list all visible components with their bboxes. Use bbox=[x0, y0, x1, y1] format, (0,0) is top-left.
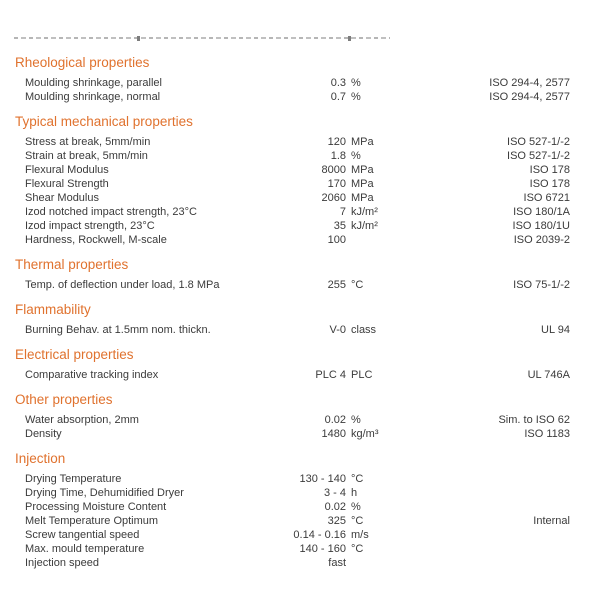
section-mechanical bbox=[0, 114, 600, 247]
property-row bbox=[25, 177, 570, 191]
property-label: Drying Time, Dehumidified Dryer bbox=[25, 487, 184, 499]
property-row bbox=[25, 514, 570, 528]
property-label: Strain at break, 5mm/min bbox=[25, 150, 148, 162]
property-label: Hardness, Rockwell, M-scale bbox=[25, 234, 167, 246]
property-row bbox=[25, 500, 570, 514]
property-label: Moulding shrinkage, parallel bbox=[25, 77, 162, 89]
property-value: 130 - 140 bbox=[299, 473, 346, 485]
property-row bbox=[25, 233, 570, 247]
property-label: Density bbox=[25, 428, 62, 440]
property-row bbox=[25, 163, 570, 177]
section-electrical bbox=[0, 347, 600, 382]
property-standard bbox=[411, 486, 570, 500]
property-standard: ISO 6721 bbox=[523, 192, 570, 204]
property-unit: kg/m³ bbox=[351, 428, 379, 440]
property-unit bbox=[346, 233, 411, 247]
section-heading: Injection bbox=[15, 451, 66, 466]
property-row bbox=[25, 472, 570, 486]
property-value: 2060 bbox=[321, 192, 346, 204]
property-label: Burning Behav. at 1.5mm nom. thickn. bbox=[25, 324, 211, 336]
property-unit: % bbox=[351, 91, 361, 103]
property-unit: % bbox=[351, 150, 361, 162]
property-label: Moulding shrinkage, normal bbox=[25, 91, 161, 103]
property-unit: kJ/m² bbox=[351, 206, 378, 218]
property-standard: UL 746A bbox=[527, 369, 570, 381]
property-standard: ISO 180/1A bbox=[513, 206, 570, 218]
property-unit: °C bbox=[351, 473, 364, 485]
property-value: 100 bbox=[327, 234, 346, 246]
property-unit: °C bbox=[351, 543, 364, 555]
section-heading: Rheological properties bbox=[15, 55, 150, 70]
section-rheological bbox=[0, 55, 600, 104]
property-value: 120 bbox=[327, 136, 346, 148]
section-heading: Thermal properties bbox=[15, 257, 129, 272]
property-value: V-0 bbox=[329, 324, 346, 336]
property-unit: % bbox=[351, 414, 361, 426]
clipped-text-dashes bbox=[14, 37, 390, 39]
property-label: Melt Temperature Optimum bbox=[25, 515, 159, 527]
property-standard: ISO 178 bbox=[529, 178, 570, 190]
property-value: 170 bbox=[327, 178, 346, 190]
property-label: Izod notched impact strength, 23°C bbox=[25, 206, 197, 218]
property-label: Processing Moisture Content bbox=[25, 501, 167, 513]
section-other bbox=[0, 392, 600, 441]
property-value: fast bbox=[328, 557, 346, 569]
property-unit: MPa bbox=[351, 192, 374, 204]
property-row bbox=[25, 323, 570, 337]
section-heading: Typical mechanical properties bbox=[15, 114, 193, 129]
property-standard: ISO 294-4, 2577 bbox=[489, 77, 570, 89]
clipped-text-descender bbox=[137, 36, 140, 41]
section-heading: Electrical properties bbox=[15, 347, 134, 362]
property-unit: % bbox=[351, 501, 361, 513]
section-rows bbox=[25, 278, 570, 292]
clipped-text-descender bbox=[348, 36, 351, 41]
property-row bbox=[25, 135, 570, 149]
property-value: 0.14 - 0.16 bbox=[293, 529, 346, 541]
property-value: 3 - 4 bbox=[323, 487, 346, 499]
property-unit: h bbox=[351, 487, 358, 499]
property-unit: MPa bbox=[351, 164, 374, 176]
section-thermal bbox=[0, 257, 600, 292]
property-row bbox=[25, 90, 570, 104]
property-standard: Internal bbox=[533, 515, 570, 527]
property-unit: °C bbox=[351, 515, 364, 527]
property-standard: ISO 2039-2 bbox=[513, 234, 570, 246]
section-rows bbox=[25, 413, 570, 441]
property-standard: ISO 294-4, 2577 bbox=[489, 91, 570, 103]
property-row bbox=[25, 542, 570, 556]
property-unit: PLC bbox=[351, 369, 373, 381]
property-standard: ISO 178 bbox=[529, 164, 570, 176]
property-label: Injection speed bbox=[25, 557, 99, 569]
property-value: 1480 bbox=[321, 428, 346, 440]
section-rows bbox=[25, 368, 570, 382]
property-row bbox=[25, 149, 570, 163]
property-standard: ISO 75-1/-2 bbox=[513, 279, 570, 291]
property-row bbox=[25, 368, 570, 382]
property-unit: kJ/m² bbox=[351, 220, 378, 232]
clipped-text-line bbox=[14, 36, 390, 41]
section-heading: Other properties bbox=[15, 392, 113, 407]
property-label: Max. mould temperature bbox=[25, 543, 145, 555]
property-standard: ISO 527-1/-2 bbox=[507, 150, 570, 162]
property-standard bbox=[411, 556, 570, 570]
property-unit: class bbox=[351, 324, 377, 336]
property-row bbox=[25, 191, 570, 205]
property-row bbox=[25, 205, 570, 219]
property-label: Comparative tracking index bbox=[25, 369, 159, 381]
property-standard: ISO 1183 bbox=[524, 428, 570, 440]
property-value: 140 - 160 bbox=[299, 543, 346, 555]
property-unit: °C bbox=[351, 279, 364, 291]
section-rows bbox=[25, 323, 570, 337]
section-rows bbox=[25, 135, 570, 247]
property-standard bbox=[411, 542, 570, 556]
property-unit bbox=[346, 556, 411, 570]
property-row bbox=[25, 219, 570, 233]
section-rows bbox=[25, 76, 570, 104]
property-row bbox=[25, 556, 570, 570]
property-standard bbox=[411, 500, 570, 514]
section-heading: Flammability bbox=[15, 302, 91, 317]
property-row bbox=[25, 486, 570, 500]
property-value: 7 bbox=[339, 206, 346, 218]
property-value: 35 bbox=[333, 220, 346, 232]
property-standard bbox=[411, 472, 570, 486]
property-unit: MPa bbox=[351, 136, 374, 148]
property-value: 325 bbox=[327, 515, 346, 527]
property-label: Drying Temperature bbox=[25, 473, 122, 485]
property-unit: % bbox=[351, 77, 361, 89]
section-flammability bbox=[0, 302, 600, 337]
property-row bbox=[25, 76, 570, 90]
property-standard: Sim. to ISO 62 bbox=[498, 414, 570, 426]
property-standard bbox=[411, 528, 570, 542]
property-value: 255 bbox=[327, 279, 346, 291]
property-unit: MPa bbox=[351, 178, 374, 190]
property-standard: UL 94 bbox=[541, 324, 570, 336]
property-label: Screw tangential speed bbox=[25, 529, 140, 541]
property-label: Stress at break, 5mm/min bbox=[25, 136, 151, 148]
property-value: PLC 4 bbox=[315, 369, 346, 381]
property-standard: ISO 527-1/-2 bbox=[507, 136, 570, 148]
property-row bbox=[25, 528, 570, 542]
property-label: Temp. of deflection under load, 1.8 MPa bbox=[25, 279, 220, 291]
property-label: Flexural Strength bbox=[25, 178, 109, 190]
property-value: 0.02 bbox=[324, 414, 346, 426]
property-value: 0.7 bbox=[330, 91, 346, 103]
property-label: Shear Modulus bbox=[25, 192, 99, 204]
property-label: Water absorption, 2mm bbox=[25, 414, 139, 426]
property-row bbox=[25, 413, 570, 427]
property-unit: m/s bbox=[351, 529, 369, 541]
section-rows bbox=[25, 472, 570, 570]
property-value: 8000 bbox=[321, 164, 346, 176]
section-injection bbox=[0, 451, 600, 570]
property-row bbox=[25, 278, 570, 292]
property-value: 0.02 bbox=[324, 501, 346, 513]
property-row bbox=[25, 427, 570, 441]
property-standard: ISO 180/1U bbox=[512, 220, 570, 232]
property-value: 0.3 bbox=[330, 77, 346, 89]
property-value: 1.8 bbox=[330, 150, 346, 162]
property-label: Izod impact strength, 23°C bbox=[25, 220, 155, 232]
property-label: Flexural Modulus bbox=[25, 164, 109, 176]
